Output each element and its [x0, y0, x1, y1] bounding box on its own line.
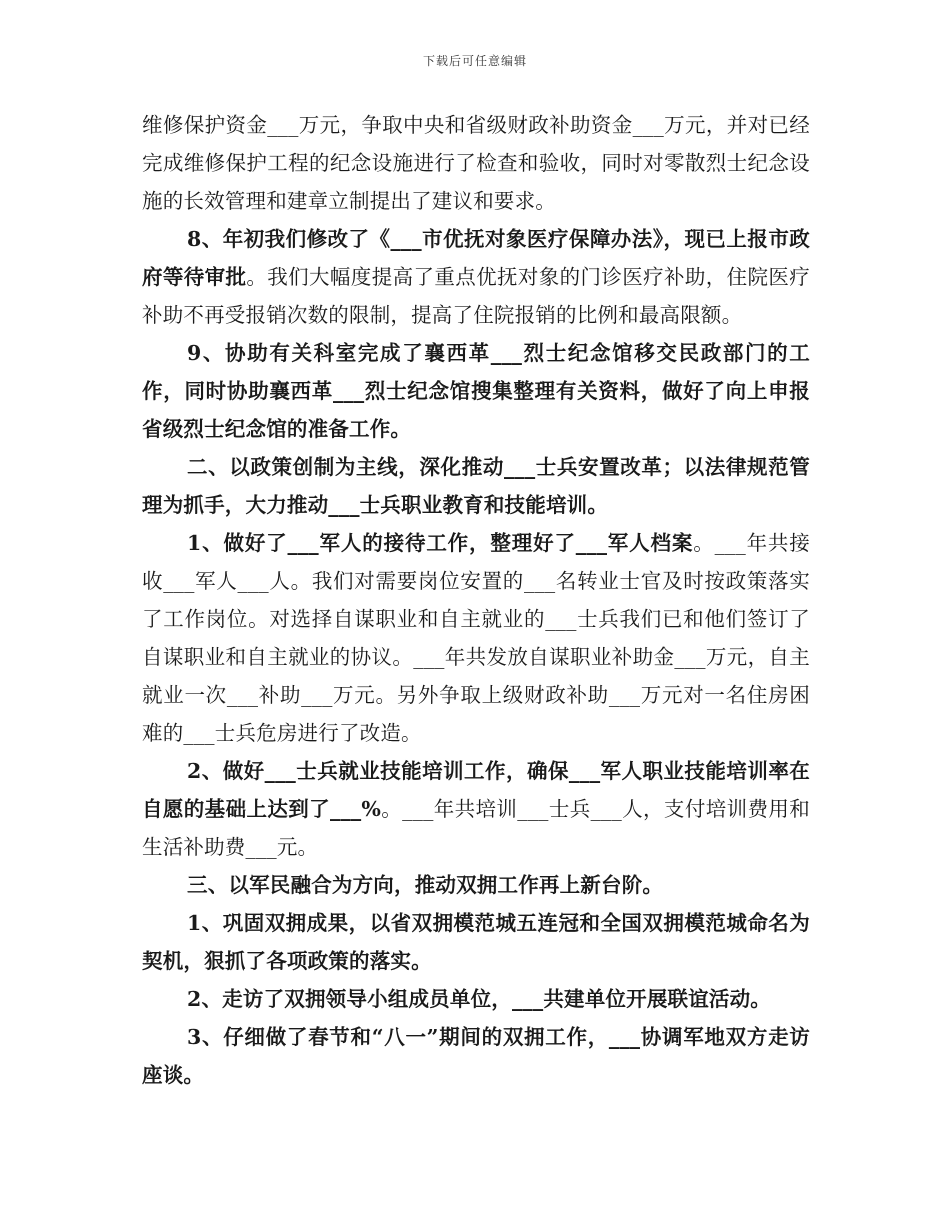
paragraph-6	[142, 752, 810, 866]
paragraph-9	[142, 980, 810, 1018]
paragraph-1-text: 维修保护资金___万元，争取中央和省级财政补助资金___万元，并对已经完成维修保护工程的纪念设施进行了检查和验收，同时对零散烈士纪念设施的长效管理和建章立制提出了建议和要求。	[142, 113, 810, 213]
paragraph-8-bold-text: 1、巩固双拥成果，以省双拥模范城五连冠和全国双拥模范城命名为契机，狠抓了各项政策的落实。	[142, 911, 810, 973]
section-heading-2-text: 二、以政策创制为主线，深化推动___士兵安置改革；以法律规范管理为抓手，大力推动___士兵职业教育和技能培训。	[142, 455, 810, 517]
paragraph-3	[142, 334, 810, 448]
paragraph-5-text: 。___年共接收___军人___人。我们对需要岗位安置的___名转业士官及时按政策落实了工作岗位。对选择自谋职业和自主就业的___士兵我们已和他们签订了自谋职业和自主就业的协议。___年共发放自谋职业补助金___万元，自主就业一次___补助___万元。另外争取上级财政补助___万元对一名住房困难的___士兵危房进行了改造。	[142, 531, 810, 745]
paragraph-6-bold-text: 2、做好___士兵就业技能培训工作，确保___军人职业技能培训率在自愿的基础上达到了___%	[142, 759, 810, 821]
paragraph-2	[142, 220, 810, 334]
section-heading-3-text: 三、以军民融合为方向，推动双拥工作再上新台阶。	[187, 873, 664, 897]
document-body	[142, 106, 810, 1094]
paragraph-5	[142, 524, 810, 752]
page-header: 下载后可任意编辑	[422, 54, 527, 68]
paragraph-9-bold-text: 2、走访了双拥领导小组成员单位，___共建单位开展联谊活动。	[187, 987, 772, 1011]
paragraph-5-bold-text: 1、做好了___军人的接待工作，整理好了___军人档案	[187, 531, 694, 555]
section-heading-3	[142, 866, 810, 904]
paragraph-2-bold-text: 8、年初我们修改了《___市优抚对象医疗保障办法》，现已上报市政府等待审批	[142, 227, 810, 289]
paragraph-8	[142, 904, 810, 980]
paragraph-6-text: 。___年共培训___士兵___人，支付培训费用和生活补助费___元。	[142, 797, 810, 859]
section-heading-2	[142, 448, 810, 524]
paragraph-2-text: 。我们大幅度提高了重点优抚对象的门诊医疗补助，住院医疗补助不再受报销次数的限制，提高了住院报销的比例和最高限额。	[142, 265, 810, 327]
paragraph-10-bold-text: 3、仔细做了春节和“八一”期间的双拥工作，___协调军地双方走访座谈。	[142, 1025, 810, 1087]
paragraph-10	[142, 1018, 810, 1094]
paragraph-3-bold-text: 9、协助有关科室完成了襄西革___烈士纪念馆移交民政部门的工作，同时协助襄西革___烈士纪念馆搜集整理有关资料，做好了向上申报省级烈士纪念馆的准备工作。	[142, 341, 810, 441]
paragraph-1	[142, 106, 810, 220]
